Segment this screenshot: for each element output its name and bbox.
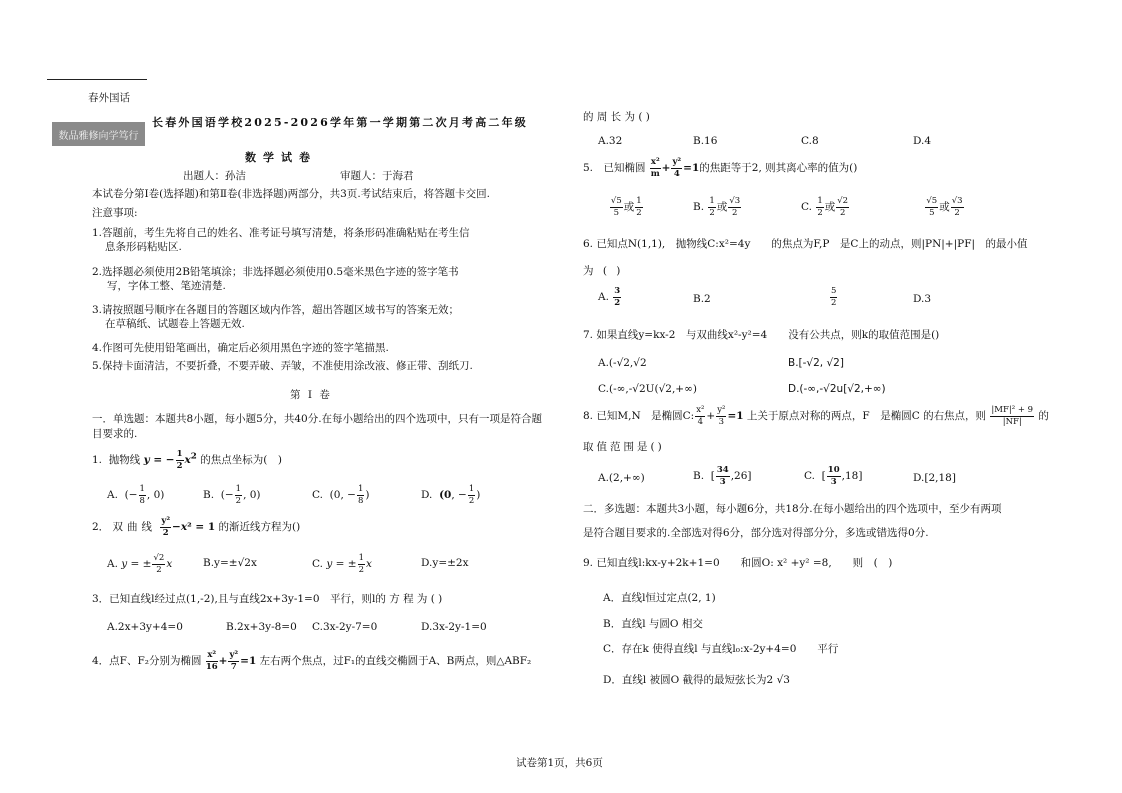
notice-item: 写，字体工整、笔迹清楚. <box>107 280 226 292</box>
q7-option-c: C.(-∞,-√2U(√2,+∞) <box>598 383 697 395</box>
section1-desc: 目要求的. <box>92 428 138 440</box>
q6-option-d: D.3 <box>913 293 932 305</box>
q6-continuation: 为 ( ) <box>583 265 624 277</box>
reviewer: 审题人：于海君 <box>340 170 414 182</box>
q9-option-c: C．存在k 使得直线l 与直线l₀:x-2y+4=0 平行 <box>603 643 839 655</box>
q5-option-d: D. $\frac{√5}{5}$ 或 $\frac{√3}{2}$ <box>913 196 963 218</box>
section2-desc: 二．多选题：本题共3小题，每小题6分，共18分.在每小题给出的四个选项中，至少有两项 <box>583 503 1002 515</box>
q9-option-a: A．直线l恒过定点(2, 1) <box>603 592 716 604</box>
q7-option-d: D.(-∞,-√2u[√2,+∞) <box>788 383 886 395</box>
q1-option-c: C. (0, − $\frac{1}{8}$ ) <box>312 484 370 506</box>
q4-option-b: B.16 <box>693 135 718 147</box>
question-1: 1. 抛物线 y = − $\frac{1}{2}$ $x^2$ 的焦点坐标为( ) <box>92 449 282 471</box>
q4-option-a: A.32 <box>598 135 623 147</box>
notice-item: 3.请按照题号顺序在各题目的答题区域内作答，超出答题区域书写的答案无效； <box>92 304 460 316</box>
q1-option-b: B. (− $\frac{1}{2}$ , 0) <box>203 484 261 506</box>
q9-option-b: B．直线l 与圆O 相交 <box>603 618 703 630</box>
q2-option-b: B.y=±√2x <box>203 557 257 569</box>
notice-item: 在草稿纸、试题卷上答题无效. <box>105 318 245 330</box>
q4-option-c: C.8 <box>801 135 819 147</box>
section1-desc: 一．单选题：本题共8小题，每小题5分，共40分.在每小题给出的四个选项中，只有一项是符合题 <box>92 413 543 425</box>
notice-title: 注意事项: <box>92 207 138 219</box>
q5-option-b: B. $\frac{1}{2}$ 或 $\frac{√3}{2}$ <box>693 196 741 218</box>
q3-option-d: D.3x-2y-1=0 <box>421 621 487 633</box>
q8-option-c: C. [ $\frac{10}{3}$ ,18] <box>804 465 863 487</box>
notice-item: 息条形码粘贴区. <box>105 241 182 253</box>
setter: 出题人：孙洁 <box>183 170 246 182</box>
school-motto-banner: 数品雅修向学笃行 <box>52 122 145 146</box>
question-9: 9. 已知直线l:kx-y+2k+1=0 和圆O: x² +y² =8, 则 ( ) <box>583 557 893 569</box>
question-7: 7. 如果直线y=kx-2 与双曲线x²-y²=4 没有公共点，则k的取值范围是() <box>583 329 940 341</box>
notice-item: 2.选择题必须使用2B铅笔填涂；非选择题必须使用0.5毫米黑色字迹的签字笔书 <box>92 266 459 278</box>
q1-option-d: D. (0, − $\frac{1}{2}$ ) <box>421 484 481 506</box>
q2-option-a: A. y = ± $\frac{√2}{2}$ x <box>107 553 173 575</box>
question-8: 8. 已知M,N 是椭圆C: $\frac{\text{x²}}{4}$ + $\frac{\text{y²}}{3}$ =1 上关于原点对称的两点，F 是椭圆C 的右焦点，则 $\frac{\text{|MF|² + 9}}{|NF|}$ 的 <box>583 405 1049 427</box>
volume-heading: 第 Ⅰ 卷 <box>290 389 332 401</box>
question-2: 2． 双曲线 $\frac{\text{y²}}{2}$ −x² = 1 的渐近线方程为() <box>92 516 301 538</box>
intro-line: 本试卷分第Ⅰ卷(选择题)和第Ⅱ卷(非选择题)两部分，共3页.考试结束后，将答题卡交回. <box>92 188 491 200</box>
q3-option-a: A.2x+3y+4=0 <box>107 621 183 633</box>
q8-option-b: B. [ $\frac{34}{3}$ ,26] <box>693 465 752 487</box>
notice-item: 1.答题前，考生先将自己的姓名、准考证号填写清楚，将条形码准确粘贴在考生信 <box>92 227 470 239</box>
q6-option-c: C. $\frac{5}{2}$ <box>818 286 837 308</box>
q2-option-c: C. y = ± $\frac{1}{2}$ x <box>312 553 372 575</box>
q3-option-c: C.3x-2y-7=0 <box>312 621 378 633</box>
subject-title: 数学试卷 <box>245 151 317 164</box>
q4-continuation: 的 周 长 为 ( ) <box>583 111 650 123</box>
question-6: 6. 已知点N(1,1), 抛物线C:x²=4y 的焦点为F,P 是C上的动点，则|PN|+|PF| 的最小值 <box>583 238 1028 250</box>
q6-option-a: A. $\frac{3}{2}$ <box>598 286 621 308</box>
q9-option-d: D．直线l 被圆O 截得的最短弦长为2 √3 <box>603 674 790 686</box>
q8-continuation: 取值范围是() <box>583 441 665 453</box>
q8-option-d: D.[2,18] <box>913 472 956 484</box>
question-5: 5. 已知椭圆 $\frac{\text{x²}}{m}$ + $\frac{\text{y²}}{4}$ =1的焦距等于2, 则其离心率的值为() <box>583 157 858 179</box>
header-rule <box>47 79 147 80</box>
q1-option-a: A. (− $\frac{1}{8}$ , 0) <box>107 484 165 506</box>
section2-desc: 是符合题目要求的.全部选对得6分，部分选对得部分分，多选或错选得0分. <box>583 527 929 539</box>
q3-option-b: B.2x+3y-8=0 <box>226 621 297 633</box>
page-footer: 试卷第1页，共6页 <box>516 757 603 769</box>
school-short-name: 春外国话 <box>88 92 130 104</box>
q7-option-a: A.(-√2,√2 <box>598 357 647 369</box>
notice-item: 5.保持卡面清洁，不要折叠，不要弄破、弄皱，不准使用涂改液、修正带、刮纸刀. <box>92 360 473 372</box>
q4-option-d: D.4 <box>913 135 932 147</box>
q5-option-a: A. $\frac{√5}{5}$ 或 $\frac{1}{2}$ <box>598 196 642 218</box>
q7-option-b: B.[-√2, √2] <box>788 357 844 369</box>
question-4: 4．点F、F₂分别为椭圆 $\frac{\text{x²}}{16}$ + $\frac{\text{y²}}{7}$ =1 左右两个焦点，过F₁的直线交椭圆于A、B两点，则△ABF₂ <box>92 650 532 672</box>
q2-option-d: D.y=±2x <box>421 557 469 569</box>
exam-title: 长春外国语学校2025-2026学年第一学期第二次月考高二年级 <box>152 116 528 129</box>
notice-item: 4.作图可先使用铅笔画出，确定后必须用黑色字迹的签字笔描黑. <box>92 342 389 354</box>
question-3: 3．已知直线l经过点(1,-2),且与直线2x+3y-1=0 平行，则l的 方 程 为 ( ) <box>92 593 443 605</box>
q6-option-b: B.2 <box>693 293 711 305</box>
q5-option-c: C. $\frac{1}{2}$ 或 $\frac{√2}{2}$ <box>801 196 849 218</box>
q8-option-a: A.(2,+∞) <box>598 472 645 484</box>
